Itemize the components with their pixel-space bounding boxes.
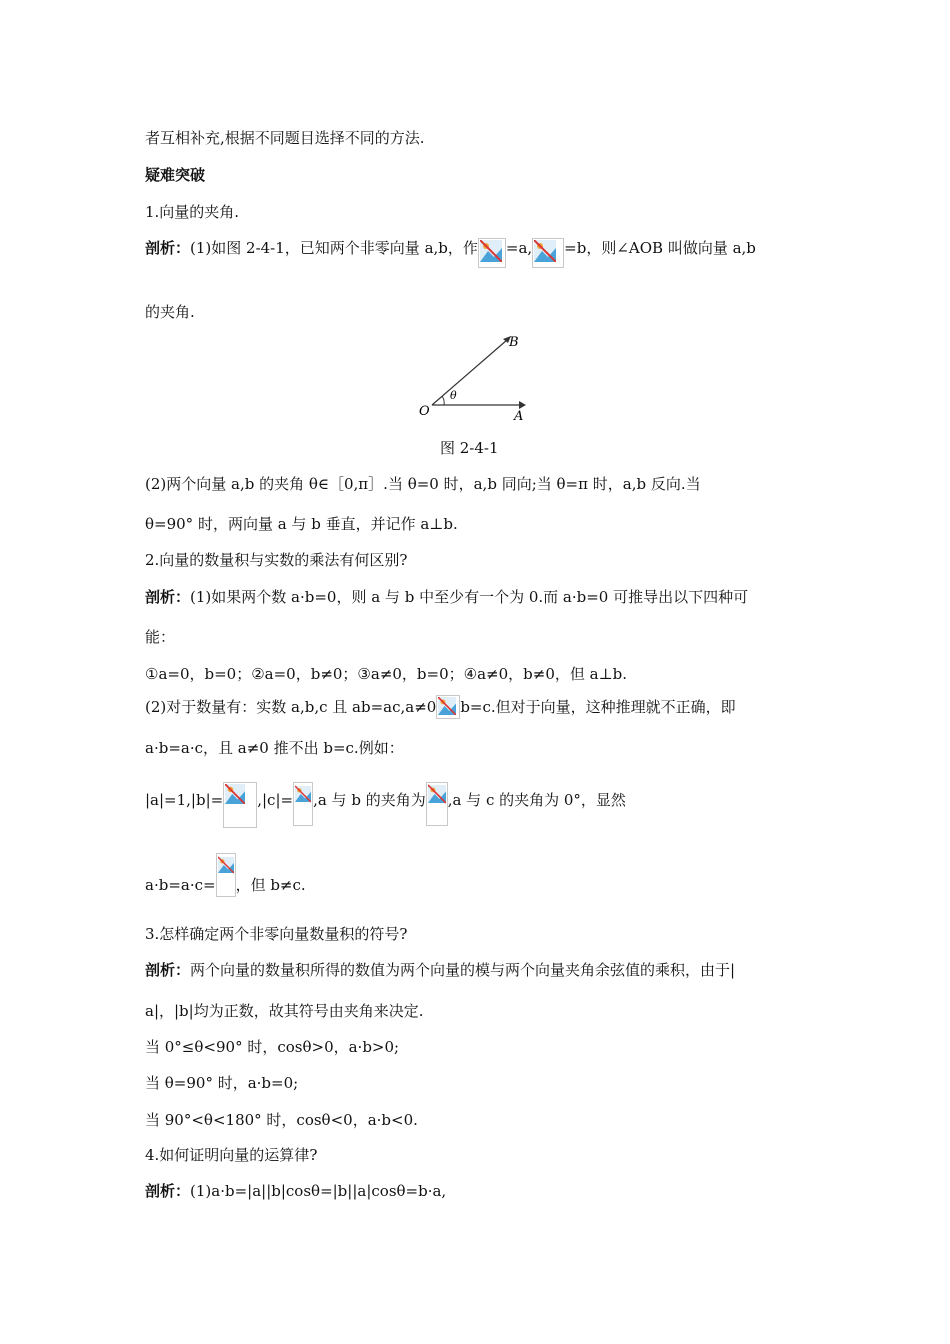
broken-image-icon xyxy=(216,853,236,897)
text-line: 能： xyxy=(145,628,176,646)
vector-angle-figure xyxy=(415,328,535,424)
broken-image-icon xyxy=(293,782,313,826)
question-3: 3.怎样确定两个非零向量数量积的符号? xyxy=(145,925,408,943)
section-heading: 疑难突破 xyxy=(145,166,206,184)
analysis-line: 剖析：两个向量的数量积所得的数值为两个向量的模与两个向量夹角余弦值的乘积，由于| xyxy=(145,961,736,979)
arrow-head-a xyxy=(519,401,526,409)
analysis-label: 剖析： xyxy=(145,1182,191,1200)
analysis-label: 剖析： xyxy=(145,588,191,606)
text-line: 当 0°≤θ<90° 时，cosθ>0，a·b>0; xyxy=(145,1038,400,1056)
label-theta: θ xyxy=(450,389,457,402)
text-line: θ=90° 时，两向量 a 与 b 垂直，并记作 a⊥b. xyxy=(145,515,458,533)
broken-image-icon xyxy=(223,782,257,828)
broken-image-icon xyxy=(426,782,448,826)
label-a: A xyxy=(514,409,524,424)
broken-image-icon xyxy=(478,238,506,268)
label-b: B xyxy=(509,335,519,350)
text-line: |a|=1,|b|= ,|c|= ,a 与 b 的夹角为 ,a 与 c 的夹角为 0°，显然 xyxy=(145,790,626,840)
text-line: (2)两个向量 a,b 的夹角 θ∈［0,π］.当 θ=0 时，a,b 同向;当 θ=π 时，a,b 反向.当 xyxy=(145,475,701,493)
text-line: (2)对于数量有：实数 a,b,c 且 ab=ac,a≠0 b=c.但对于向量，这种推理就不正确，即 xyxy=(145,697,736,719)
broken-image-icon xyxy=(532,238,564,268)
text-line: 当 90°<θ<180° 时，cosθ<0，a·b<0. xyxy=(145,1111,418,1129)
text-line: ①a=0，b=0；②a=0，b≠0；③a≠0，b=0；④a≠0，b≠0，但 a⊥b. xyxy=(145,665,628,683)
analysis-line: 剖析：(1)如果两个数 a·b=0，则 a 与 b 中至少有一个为 0.而 a·b=0 可推导出以下四种可 xyxy=(145,588,749,606)
text-line: 当 θ=90° 时，a·b=0; xyxy=(145,1074,299,1092)
broken-image-icon xyxy=(436,695,460,719)
text-line: a|，|b|均为正数，故其符号由夹角来决定. xyxy=(145,1002,424,1020)
analysis-line: 剖析：(1)a·b=|a||b|cosθ=|b||a|cosθ=b·a, xyxy=(145,1182,447,1200)
question-2: 2.向量的数量积与实数的乘法有何区别? xyxy=(145,551,408,569)
figure-caption: 图 2-4-1 xyxy=(440,439,499,457)
question-4: 4.如何证明向量的运算律? xyxy=(145,1146,318,1164)
analysis-line: 剖析：(1)如图 2-4-1，已知两个非零向量 a,b，作 =a, =b，则∠AOB 叫做向量 a,b xyxy=(145,238,756,268)
text-line: a·b=a·c，且 a≠0 推不出 b=c.例如： xyxy=(145,739,404,757)
label-o: O xyxy=(419,404,430,419)
question-1: 1.向量的夹角. xyxy=(145,203,240,221)
vector-ob xyxy=(432,340,507,405)
analysis-label: 剖析： xyxy=(145,239,191,257)
angle-arc xyxy=(442,396,444,405)
text-line: a·b=a·c= ，但 b≠c. xyxy=(145,875,306,897)
analysis-label: 剖析： xyxy=(145,961,191,979)
text-line: 者互相补充,根据不同题目选择不同的方法. xyxy=(145,129,425,147)
text-line: 的夹角. xyxy=(145,303,195,321)
